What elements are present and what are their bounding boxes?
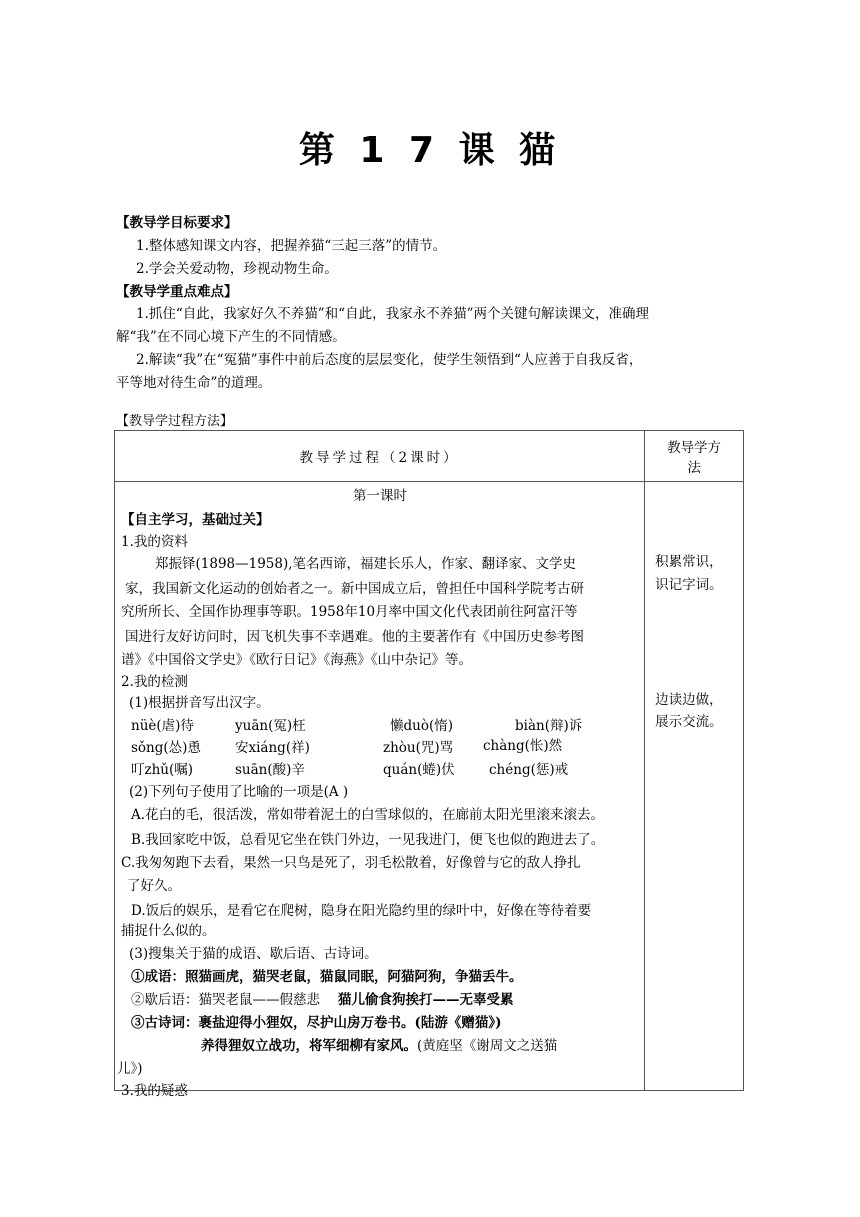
s1-para-2: 家，我国新文化运动的创始者之一。新中国成立后，曾担任中国科学院考古研 <box>125 581 584 597</box>
pinyin-item: suān(酸)辛 <box>235 762 305 778</box>
s1-label: 1.我的资料 <box>121 534 188 550</box>
table-header-method <box>645 431 744 482</box>
process-heading: 【教导学过程方法】 <box>116 414 234 429</box>
key-point-1-line1: 1.抓住“自此，我家好久不养猫”和“自此，我家永不养猫”两个关键句解读课文，准确理 <box>136 306 649 322</box>
poem-line-2-end: 儿》) <box>117 1061 143 1077</box>
pinyin-item: chàng(怅)然 <box>483 738 563 754</box>
key-point-2-line1: 2.解读“我”在“冤猫”事件中前后态度的层层变化，使学生领悟到“人应善于自我反省， <box>136 352 643 368</box>
goal-item-2: 2.学会关爱动物，珍视动物生命。 <box>136 261 338 277</box>
option-c-line1: C.我匆匆跑下去看，果然一只鸟是死了，羽毛松散着，好像曾与它的敌人挣扎 <box>121 855 581 871</box>
table-header-method-line1: 教导学方 <box>667 440 722 456</box>
option-c-line2: 了好久。 <box>127 878 181 894</box>
s2-label: 2.我的检测 <box>121 674 188 690</box>
s1-para-1: 郑振铎(1898—1958),笔名西谛，福建长乐人，作家、翻译家、文学史 <box>155 556 577 572</box>
option-a: A.花白的毛，很活泼，常如带着泥土的白雪球似的，在廊前太阳光里滚来滚去。 <box>131 807 605 823</box>
pinyin-item: zhòu(咒)骂 <box>383 740 454 756</box>
page-title: 第 1 7 课 猫 <box>298 130 562 171</box>
poem-1: 裹盐迎得小狸奴，尽护山房万卷书。(陆游《赠猫》) <box>198 1015 502 1031</box>
q3-label: (3)搜集关于猫的成语、歇后语、古诗词。 <box>129 946 378 962</box>
method-2-line1: 边读边做， <box>655 692 723 708</box>
xiehou-label: ②歇后语： <box>131 992 199 1008</box>
pinyin-item: sǒng(怂)恿 <box>131 740 201 756</box>
pinyin-item: 叮zhǔ(嘱) <box>131 762 194 778</box>
method-1-line2: 识记字词。 <box>655 577 723 593</box>
idiom-text: 照猫画虎，猫哭老鼠，猫鼠同眠，阿猫阿狗，争猫丢牛。 <box>185 969 523 985</box>
poem-2-rest: (黄庭坚《谢周文之送猫 <box>417 1038 558 1054</box>
poem-label: ③古诗词： <box>131 1015 199 1031</box>
lesson-table <box>114 430 744 1099</box>
xiehou-line <box>131 992 514 1008</box>
s3-label: 3.我的疑惑 <box>121 1083 188 1099</box>
method-1-line1: 积累常识， <box>655 554 723 570</box>
session-title: 第一课时 <box>353 488 407 504</box>
goals-heading: 【教导学目标要求】 <box>116 215 238 231</box>
pinyin-item: chéng(惩)戒 <box>489 762 569 778</box>
key-point-1-line2: 解“我”在不同心境下产生的不同情感。 <box>116 329 346 345</box>
pinyin-item: 懒duò(惰) <box>390 718 453 734</box>
method-cell <box>645 482 744 1091</box>
pinyin-item: quán(蜷)伏 <box>383 762 455 778</box>
goal-item-1: 1.整体感知课文内容，把握养猫“三起三落”的情节。 <box>136 238 447 254</box>
xiehou-a: 猫哭老鼠——假慈悲 <box>198 992 320 1008</box>
table-header-process-label: 教导学过程（2课时） <box>299 450 460 466</box>
pinyin-item: nüè(虐)待 <box>131 718 194 734</box>
pinyin-item: yuān(冤)枉 <box>235 718 306 734</box>
pinyin-item: 安xiáng(祥) <box>235 740 310 756</box>
idiom-line <box>131 969 523 985</box>
q2-label: (2)下列句子使用了比喻的一项是(A ) <box>129 784 349 800</box>
option-b: B.我回家吃中饭，总看见它坐在铁门外边，一见我进门，便飞也似的跑进去了。 <box>131 832 605 848</box>
poem-line-2 <box>201 1038 557 1054</box>
method-2-line2: 展示交流。 <box>655 714 723 730</box>
poem-2-bold: 养得狸奴立战功，将军细柳有家风。 <box>201 1038 417 1054</box>
process-cell <box>115 482 645 1099</box>
idiom-label: ①成语： <box>131 969 185 985</box>
section-heading: 【自主学习，基础过关】 <box>121 512 270 528</box>
s1-para-5: 谱》《中国俗文学史》《欧行日记》《海燕》《山中杂记》等。 <box>121 652 472 668</box>
table-header-method-line2: 法 <box>687 460 701 476</box>
key-points-heading: 【教导学重点难点】 <box>116 284 238 300</box>
xiehou-b: 猫儿偷食狗挨打——无辜受累 <box>338 992 514 1008</box>
s1-para-3: 究所所长、全国作协理事等职。1958年10月率中国文化代表团前往阿富汗等 <box>121 604 578 620</box>
table-header-process <box>115 431 645 482</box>
q1-label: (1)根据拼音写出汉字。 <box>129 695 270 711</box>
option-d-line2: 捕捉什么似的。 <box>121 923 216 939</box>
poem-line-1 <box>131 1015 502 1031</box>
pinyin-item: biàn(辩)诉 <box>515 718 583 734</box>
key-point-2-line2: 平等地对待生命”的道理。 <box>116 375 272 391</box>
option-d-line1: D.饭后的娱乐，是看它在爬树，隐身在阳光隐约里的绿叶中，好像在等待着要 <box>131 903 592 919</box>
s1-para-4: 国进行友好访问时，因飞机失事不幸遇难。他的主要著作有《中国历史参考图 <box>125 629 584 645</box>
